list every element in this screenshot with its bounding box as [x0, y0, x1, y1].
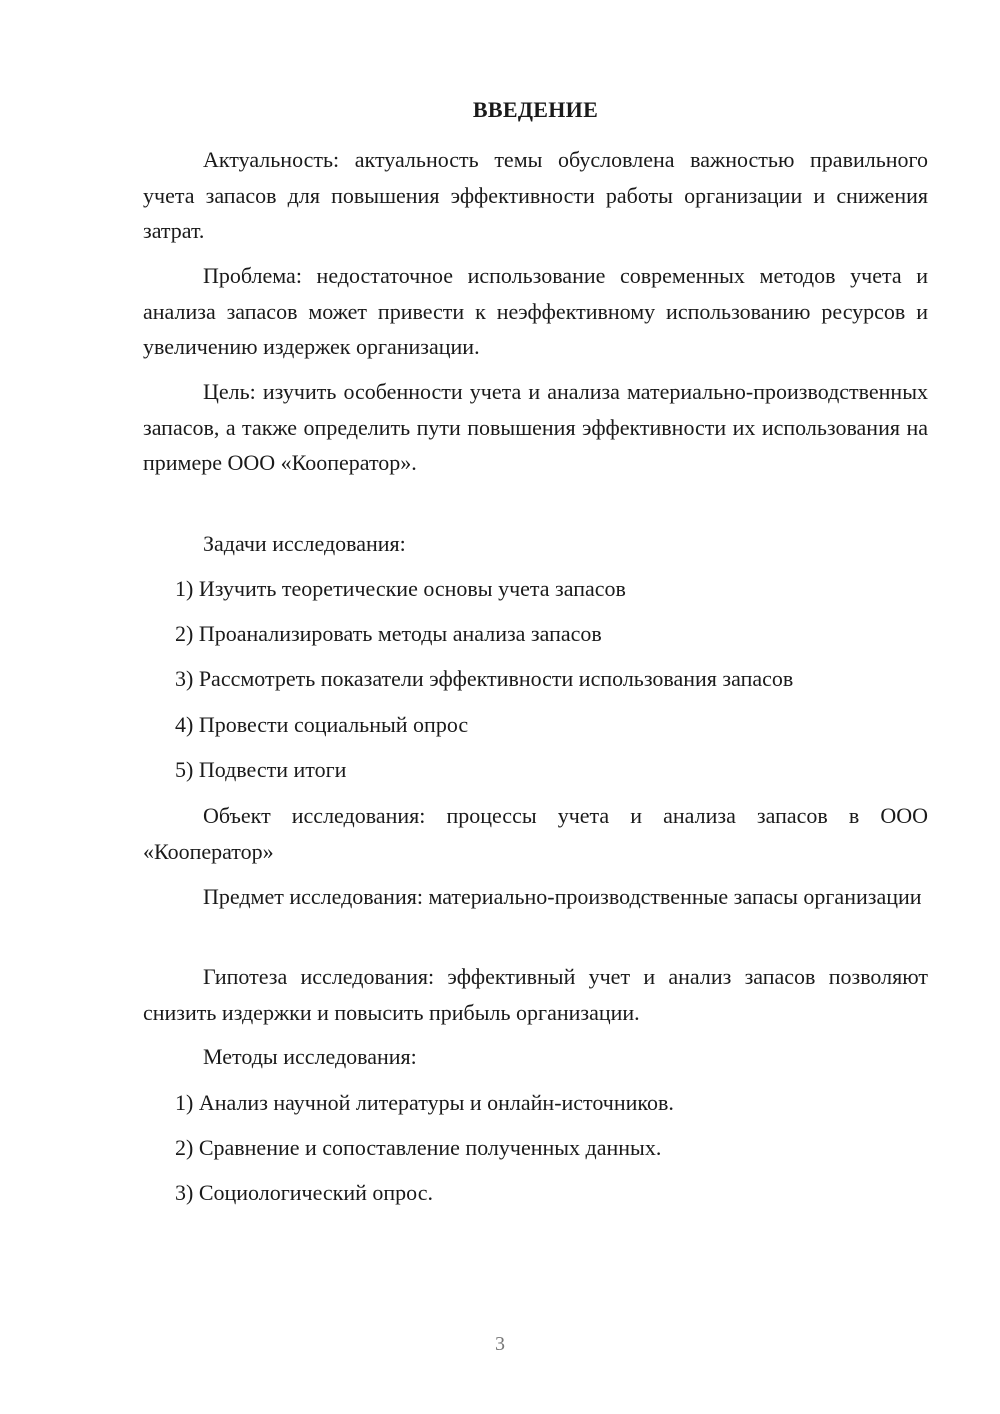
object-paragraph: Объект исследования: процессы учета и анализа запасов в ООО «Кооператор»	[143, 803, 928, 864]
document-title: ВВЕДЕНИЕ	[472, 97, 599, 122]
subject-paragraph: Предмет исследования: материально-производственные запасы организации	[203, 884, 922, 909]
task-item: 1) Изучить теоретические основы учета запасов	[175, 576, 626, 601]
relevance-paragraph: Актуальность: актуальность темы обусловлена важностью правильного учета запасов для повышения эффективности работы организации и снижения затрат.	[143, 147, 928, 243]
page-number: 3	[495, 1333, 505, 1355]
method-item: 1) Анализ научной литературы и онлайн-источников.	[175, 1090, 674, 1115]
method-item: 3) Социологический опрос.	[175, 1180, 433, 1205]
task-item: 4) Провести социальный опрос	[175, 712, 469, 737]
task-item: 2) Проанализировать методы анализа запасов	[175, 621, 602, 646]
hypothesis-paragraph: Гипотеза исследования: эффективный учет и анализ запасов позволяют снизить издержки и повысить прибыль организации.	[143, 964, 928, 1025]
tasks-heading: Задачи исследования:	[203, 531, 406, 556]
task-item: 5) Подвести итоги	[175, 757, 347, 782]
task-item: 3) Рассмотреть показатели эффективности использования запасов	[175, 666, 794, 691]
method-item: 2) Сравнение и сопоставление полученных данных.	[175, 1135, 662, 1160]
problem-paragraph: Проблема: недостаточное использование современных методов учета и анализа запасов может привести к неэффективному использованию ресурсов и увеличению издержек организации.	[143, 263, 928, 359]
methods-heading: Методы исследования:	[203, 1044, 417, 1069]
goal-paragraph: Цель: изучить особенности учета и анализа материально-производственных запасов, а также определить пути повышения эффективности их использования на примере ООО «Кооператор».	[143, 379, 928, 475]
